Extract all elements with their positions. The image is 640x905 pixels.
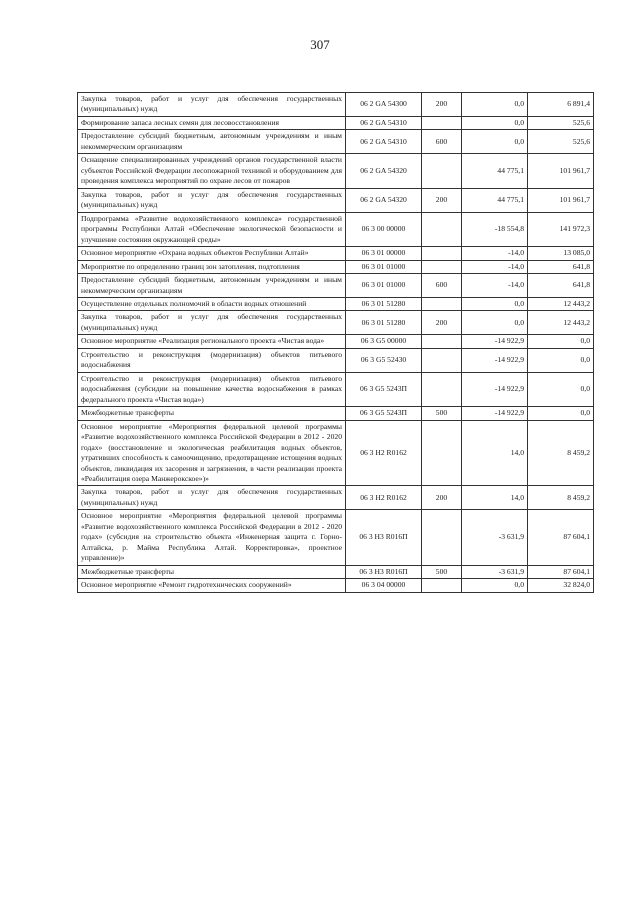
budget-code-cell: 06 2 GA 54300	[346, 93, 422, 117]
expense-type-cell	[422, 247, 462, 260]
budget-code-cell: 06 2 GA 54310	[346, 116, 422, 129]
total-amount-cell: 525,6	[528, 130, 594, 154]
total-amount-cell: 32 824,0	[528, 579, 594, 592]
expense-name-cell: Закупка товаров, работ и услуг для обеспечения государственных (муниципальных) нужд	[78, 93, 346, 117]
table-row	[78, 297, 594, 310]
expense-name-cell: Межбюджетные трансферты	[78, 407, 346, 420]
budget-code-cell: 06 3 H3 R016П	[346, 510, 422, 565]
budget-code-cell: 06 2 GA 54310	[346, 130, 422, 154]
change-amount-cell: 14,0	[462, 486, 528, 510]
total-amount-cell: 13 085,0	[528, 247, 594, 260]
total-amount-cell: 0,0	[528, 407, 594, 420]
expense-name-cell: Межбюджетные трансферты	[78, 565, 346, 578]
budget-table	[77, 92, 594, 593]
expense-name-cell: Основное мероприятие «Реализация регионального проекта «Чистая вода»	[78, 335, 346, 348]
total-amount-cell: 6 891,4	[528, 93, 594, 117]
table-row	[78, 93, 594, 117]
total-amount-cell: 0,0	[528, 335, 594, 348]
budget-code-cell: 06 3 G5 52430	[346, 348, 422, 372]
budget-code-cell: 06 3 04 00000	[346, 579, 422, 592]
change-amount-cell: -14 922,9	[462, 372, 528, 406]
change-amount-cell: 0,0	[462, 579, 528, 592]
change-amount-cell: -14 922,9	[462, 407, 528, 420]
expense-name-cell: Основное мероприятие «Охрана водных объектов Республики Алтай»	[78, 247, 346, 260]
table-row	[78, 486, 594, 510]
table-row	[78, 274, 594, 298]
table-row	[78, 116, 594, 129]
expense-name-cell: Закупка товаров, работ и услуг для обеспечения государственных (муниципальных) нужд	[78, 311, 346, 335]
expense-name-cell: Подпрограмма «Развитие водохозяйственного комплекса» государственной программы Республики Алтай «Обеспечение экологической безопасности и улучшение состояния окружающей среды»	[78, 212, 346, 246]
change-amount-cell: -3 631,9	[462, 565, 528, 578]
table-row	[78, 510, 594, 565]
total-amount-cell: 87 604,1	[528, 510, 594, 565]
expense-type-cell: 500	[422, 407, 462, 420]
expense-name-cell: Строительство и реконструкция (модернизация) объектов питьевого водоснабжения (субсидии на повышение качества водоснабжения в рамках федерального проекта «Чистая вода»)	[78, 372, 346, 406]
change-amount-cell: -3 631,9	[462, 510, 528, 565]
budget-code-cell: 06 3 G5 5243П	[346, 372, 422, 406]
change-amount-cell: 0,0	[462, 116, 528, 129]
expense-name-cell: Формирование запаса лесных семян для лесовосстановления	[78, 116, 346, 129]
expense-name-cell: Основное мероприятие «Мероприятия федеральной целевой программы «Развитие водохозяйственного комплекса Российской Федерации в 2012 - 2020 годах» (восстановление и экологическая реабилитация водных объектов, утративших способность к самоочищению, предотвращение истощения водных объектов, ликвидация их засорения и загрязнения, в части реализации проекта «Реабилитация озера Манжерокское»)»	[78, 420, 346, 486]
budget-code-cell: 06 3 01 01000	[346, 260, 422, 273]
total-amount-cell: 0,0	[528, 372, 594, 406]
expense-type-cell	[422, 154, 462, 188]
table-row	[78, 420, 594, 486]
expense-name-cell: Основное мероприятие «Ремонт гидротехнических сооружений»	[78, 579, 346, 592]
expense-type-cell	[422, 348, 462, 372]
table-row	[78, 260, 594, 273]
total-amount-cell: 12 443,2	[528, 311, 594, 335]
expense-name-cell: Основное мероприятие «Мероприятия федеральной целевой программы «Развитие водохозяйственного комплекса Российской Федерации в 2012 - 2020 годах» (субсидия на строительство объекта «Инженерная защита г. Горно-Алтайска, р. Майма Республика Алтай. Корректировка», проектное управление)»	[78, 510, 346, 565]
expense-type-cell: 600	[422, 130, 462, 154]
total-amount-cell: 12 443,2	[528, 297, 594, 310]
change-amount-cell: 0,0	[462, 311, 528, 335]
budget-code-cell: 06 3 H2 R0162	[346, 486, 422, 510]
budget-code-cell: 06 3 H3 R016П	[346, 565, 422, 578]
expense-type-cell: 200	[422, 93, 462, 117]
table-row	[78, 407, 594, 420]
total-amount-cell: 101 961,7	[528, 188, 594, 212]
budget-code-cell: 06 3 G5 5243П	[346, 407, 422, 420]
expense-type-cell	[422, 510, 462, 565]
expense-name-cell: Строительство и реконструкция (модернизация) объектов питьевого водоснабжения	[78, 348, 346, 372]
budget-code-cell: 06 2 GA 54320	[346, 188, 422, 212]
change-amount-cell: -14,0	[462, 260, 528, 273]
expense-name-cell: Закупка товаров, работ и услуг для обеспечения государственных (муниципальных) нужд	[78, 188, 346, 212]
expense-type-cell	[422, 335, 462, 348]
total-amount-cell: 8 459,2	[528, 420, 594, 486]
expense-name-cell: Предоставление субсидий бюджетным, автономным учреждениям и иным некоммерческим организациям	[78, 274, 346, 298]
change-amount-cell: -18 554,8	[462, 212, 528, 246]
change-amount-cell: 0,0	[462, 130, 528, 154]
total-amount-cell: 525,6	[528, 116, 594, 129]
table-row	[78, 335, 594, 348]
expense-type-cell: 600	[422, 274, 462, 298]
expense-type-cell	[422, 260, 462, 273]
change-amount-cell: 44 775,1	[462, 154, 528, 188]
expense-type-cell	[422, 212, 462, 246]
budget-code-cell: 06 2 GA 54320	[346, 154, 422, 188]
change-amount-cell: -14,0	[462, 274, 528, 298]
expense-name-cell: Предоставление субсидий бюджетным, автономным учреждениям и иным некоммерческим организациям	[78, 130, 346, 154]
budget-code-cell: 06 3 01 00000	[346, 247, 422, 260]
expense-type-cell	[422, 372, 462, 406]
change-amount-cell: 0,0	[462, 93, 528, 117]
table-row	[78, 565, 594, 578]
change-amount-cell: 14,0	[462, 420, 528, 486]
total-amount-cell: 641,8	[528, 274, 594, 298]
budget-code-cell: 06 3 01 51280	[346, 297, 422, 310]
total-amount-cell: 641,8	[528, 260, 594, 273]
table-row	[78, 247, 594, 260]
table-row	[78, 348, 594, 372]
budget-code-cell: 06 3 01 51280	[346, 311, 422, 335]
change-amount-cell: 0,0	[462, 297, 528, 310]
budget-table-body	[78, 93, 594, 593]
budget-code-cell: 06 3 01 01000	[346, 274, 422, 298]
page-number: 307	[310, 37, 330, 52]
total-amount-cell: 101 961,7	[528, 154, 594, 188]
expense-name-cell: Оснащение специализированных учреждений органов государственной власти субъектов Российской Федерации лесопожарной техникой и оборудованием для проведения комплекса мероприятий по охране лесов от пожаров	[78, 154, 346, 188]
total-amount-cell: 87 604,1	[528, 565, 594, 578]
expense-type-cell	[422, 579, 462, 592]
change-amount-cell: -14 922,9	[462, 335, 528, 348]
change-amount-cell: 44 775,1	[462, 188, 528, 212]
expense-type-cell: 200	[422, 188, 462, 212]
expense-type-cell: 200	[422, 486, 462, 510]
expense-type-cell	[422, 116, 462, 129]
expense-name-cell: Закупка товаров, работ и услуг для обеспечения государственных (муниципальных) нужд	[78, 486, 346, 510]
budget-code-cell: 06 3 G5 00000	[346, 335, 422, 348]
table-row	[78, 130, 594, 154]
expense-type-cell: 500	[422, 565, 462, 578]
expense-name-cell: Осуществление отдельных полномочий в области водных отношений	[78, 297, 346, 310]
table-row	[78, 311, 594, 335]
change-amount-cell: -14,0	[462, 247, 528, 260]
total-amount-cell: 141 972,3	[528, 212, 594, 246]
table-row	[78, 212, 594, 246]
total-amount-cell: 0,0	[528, 348, 594, 372]
expense-type-cell: 200	[422, 311, 462, 335]
table-row	[78, 154, 594, 188]
change-amount-cell: -14 922,9	[462, 348, 528, 372]
expense-type-cell	[422, 297, 462, 310]
table-row	[78, 372, 594, 406]
budget-code-cell: 06 3 00 00000	[346, 212, 422, 246]
expense-name-cell: Мероприятие по определению границ зон затопления, подтопления	[78, 260, 346, 273]
table-row	[78, 188, 594, 212]
budget-code-cell: 06 3 H2 R0162	[346, 420, 422, 486]
expense-type-cell	[422, 420, 462, 486]
table-row	[78, 579, 594, 592]
total-amount-cell: 8 459,2	[528, 486, 594, 510]
